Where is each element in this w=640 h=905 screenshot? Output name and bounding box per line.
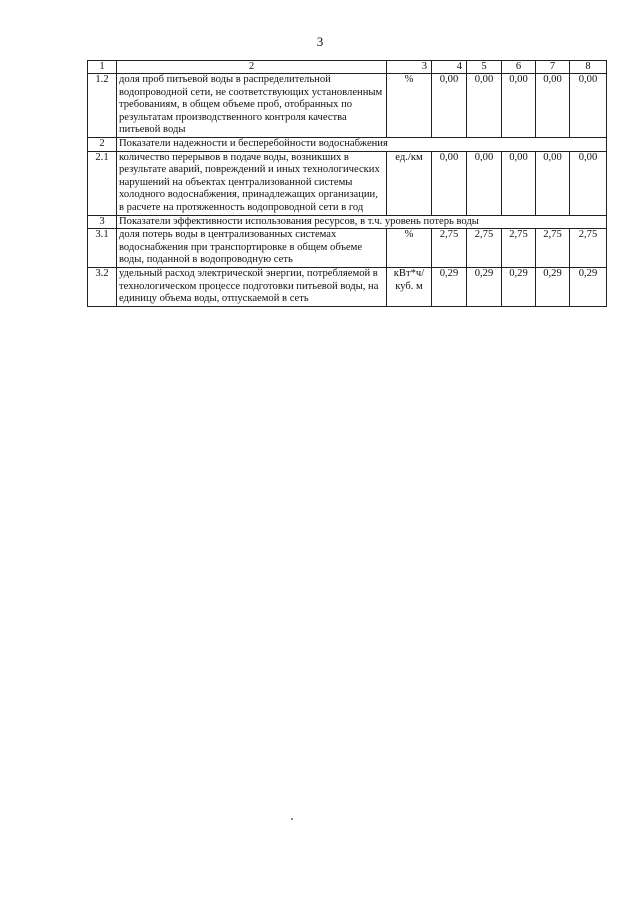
col-header-1: 1 <box>88 61 117 74</box>
section-title: Показатели эффективности использования ресурсов, в т.ч. уровень потерь воды <box>117 215 607 229</box>
section-row <box>88 137 607 151</box>
row-value: 0,29 <box>432 267 467 306</box>
col-header-7: 7 <box>536 61 570 74</box>
row-description: количество перерывов в подаче воды, возникших в результате аварий, повреждений и иных технологических нарушений на объектах централизованной системы холодного водоснабжения, принадлежащих организации, в расчете на протяженность водопроводной сети в год <box>117 151 387 215</box>
col-header-5: 5 <box>467 61 502 74</box>
row-value: 0,00 <box>570 151 607 215</box>
row-value: 0,00 <box>467 74 502 138</box>
col-header-2: 2 <box>117 61 387 74</box>
row-value: 2,75 <box>502 229 536 268</box>
row-value: 0,00 <box>432 74 467 138</box>
row-unit: кВт*ч/ куб. м <box>387 267 432 306</box>
row-value: 0,00 <box>502 151 536 215</box>
col-header-4: 4 <box>432 61 467 74</box>
row-value: 2,75 <box>432 229 467 268</box>
col-header-6: 6 <box>502 61 536 74</box>
indicators-table <box>87 60 607 307</box>
row-value: 2,75 <box>467 229 502 268</box>
row-value: 0,00 <box>536 151 570 215</box>
row-value: 0,29 <box>467 267 502 306</box>
row-number: 3.1 <box>88 229 117 268</box>
row-value: 0,29 <box>570 267 607 306</box>
section-row <box>88 215 607 229</box>
section-number: 3 <box>88 215 117 229</box>
row-value: 0,00 <box>432 151 467 215</box>
row-number: 3.2 <box>88 267 117 306</box>
col-header-3: 3 <box>387 61 432 74</box>
table-row <box>88 267 607 306</box>
row-description: удельный расход электрической энергии, потребляемой в технологическом процессе подготовки питьевой воды, на единицу объема воды, отпускаемой в сеть <box>117 267 387 306</box>
row-value: 0,29 <box>502 267 536 306</box>
scan-speck <box>291 818 293 820</box>
row-number: 2.1 <box>88 151 117 215</box>
table-row <box>88 151 607 215</box>
row-value: 0,00 <box>467 151 502 215</box>
section-title: Показатели надежности и бесперебойности водоснабжения <box>117 137 607 151</box>
table-row <box>88 229 607 268</box>
row-unit: ед./км <box>387 151 432 215</box>
row-value: 0,00 <box>536 74 570 138</box>
section-number: 2 <box>88 137 117 151</box>
row-unit: % <box>387 74 432 138</box>
row-value: 2,75 <box>570 229 607 268</box>
col-header-8: 8 <box>570 61 607 74</box>
row-value: 0,29 <box>536 267 570 306</box>
column-number-row <box>88 61 607 74</box>
row-value: 0,00 <box>570 74 607 138</box>
row-unit: % <box>387 229 432 268</box>
row-description: доля проб питьевой воды в распределительной водопроводной сети, не соответствующих установленным требованиям, в общем объеме проб, отобранных по результатам производственного контроля качества питьевой воды <box>117 74 387 138</box>
row-number: 1.2 <box>88 74 117 138</box>
row-value: 2,75 <box>536 229 570 268</box>
table-row <box>88 74 607 138</box>
page-number: 3 <box>316 34 324 49</box>
row-description: доля потерь воды в централизованных системах водоснабжения при транспортировке в общем объеме воды, поданной в водопроводную сеть <box>117 229 387 268</box>
row-value: 0,00 <box>502 74 536 138</box>
